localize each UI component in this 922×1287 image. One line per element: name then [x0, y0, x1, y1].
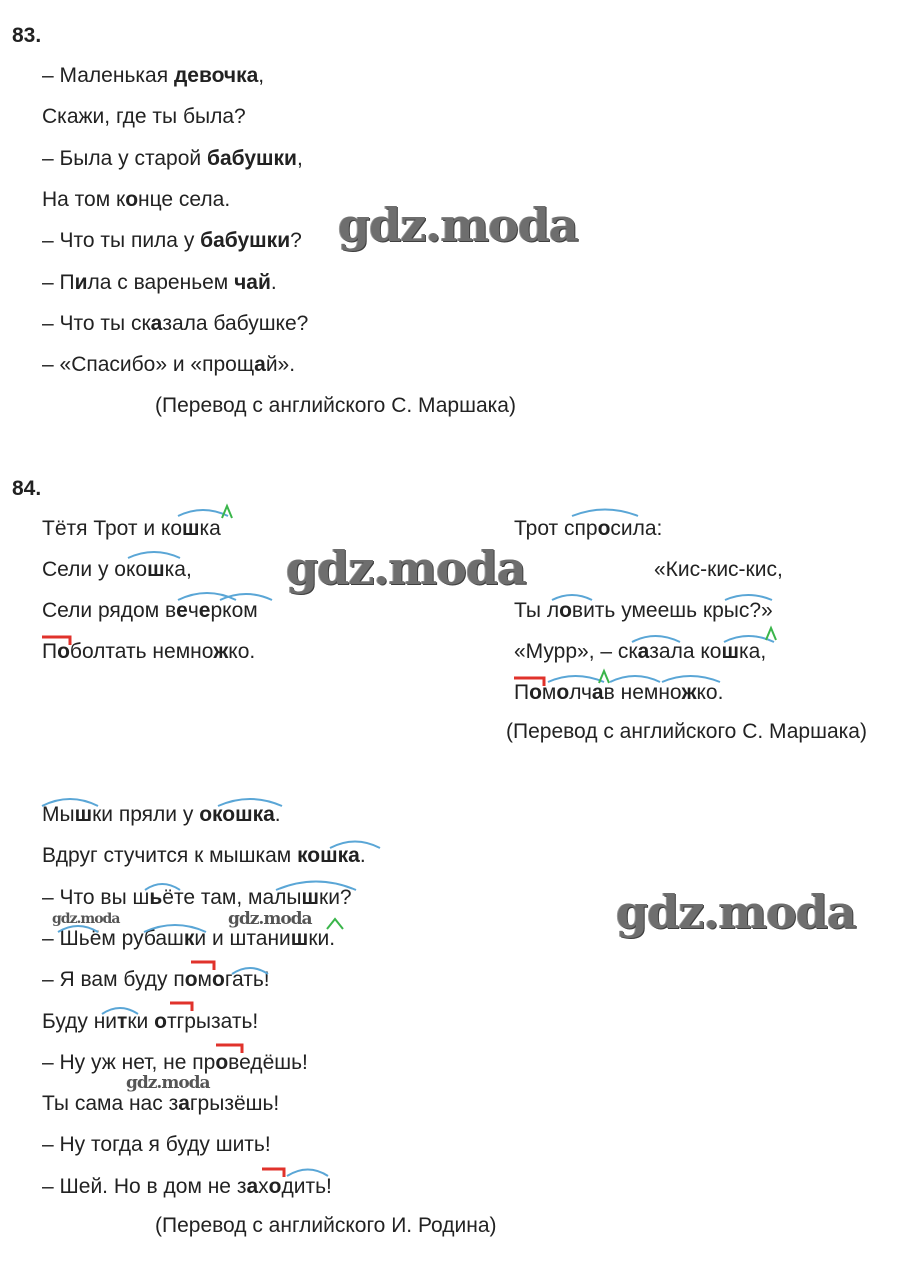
text-segment: Вдруг стучится к мышкам	[42, 844, 298, 868]
text-segment: тгрызать!	[166, 1009, 259, 1033]
emphasized-text: о	[57, 640, 70, 663]
text-segment: болтать немно	[69, 640, 214, 663]
exercise-83-number: 83.	[12, 24, 42, 47]
emphasized-text: о	[154, 1009, 167, 1033]
poem-line	[42, 1010, 258, 1034]
text-segment: П	[42, 640, 58, 663]
poem-line	[42, 229, 302, 253]
text-segment: зала бабушке?	[162, 311, 309, 335]
exercise-84-credit-1: (Перевод с английского С. Маршака)	[506, 720, 867, 743]
poem-line	[42, 1133, 271, 1157]
text-segment: ко.	[696, 681, 724, 704]
poem-line	[42, 886, 352, 910]
text-segment: На том к	[42, 187, 126, 211]
text-segment: – Ну тогда я буду шить!	[42, 1133, 271, 1157]
emphasized-text: к	[183, 926, 195, 950]
text-segment: Тётя Трот и ко	[42, 517, 182, 540]
text-segment: Ты сама нас з	[42, 1092, 179, 1116]
poem-line	[42, 558, 192, 582]
text-segment: ка,	[164, 558, 192, 581]
emphasized-text: а	[637, 640, 650, 663]
poem-line	[42, 844, 366, 868]
text-segment: – Шьём рубаш	[42, 926, 184, 950]
watermark-small-2: gdz.moda	[228, 909, 312, 929]
text-segment: грызёшь!	[189, 1092, 280, 1116]
caret-mark	[222, 506, 232, 518]
text-segment: ко.	[228, 640, 256, 663]
text-segment: м	[197, 968, 212, 992]
text-segment: «Кис-кис-кис,	[654, 558, 783, 581]
emphasized-text: е	[176, 599, 188, 622]
text-segment: – Была у старой	[42, 146, 207, 170]
emphasized-text: о	[556, 681, 570, 704]
poem-line	[42, 640, 255, 664]
text-segment: – Что ты ск	[42, 311, 151, 335]
emphasized-text: а	[150, 311, 163, 335]
poem-line	[42, 927, 335, 951]
arc-mark	[178, 510, 228, 516]
text-segment: .	[274, 803, 281, 826]
text-segment: – П	[42, 270, 75, 294]
text-segment: Трот спр	[514, 517, 598, 540]
poem-line	[42, 312, 308, 336]
text-segment: – Что ты пила у	[42, 229, 201, 253]
poem-line	[514, 517, 662, 541]
poem-line	[42, 517, 221, 541]
text-segment: ка	[199, 517, 221, 540]
poem-line	[42, 188, 230, 212]
text-segment: ки пряли у	[92, 803, 200, 826]
text-segment: сила:	[610, 517, 663, 540]
text-segment: Сели у око	[42, 558, 148, 581]
emphasized-text: о	[125, 187, 139, 211]
emphasized-text: ш	[147, 558, 165, 581]
text-segment: П	[514, 681, 530, 704]
text-segment: ?	[290, 229, 302, 253]
text-segment: й».	[265, 353, 296, 377]
emphasized-text: а	[254, 353, 266, 377]
emphasized-text: ж	[681, 681, 697, 704]
watermark-3: gdz.moda	[616, 885, 856, 939]
poem-line	[42, 147, 303, 171]
emphasized-text: чай	[234, 270, 271, 294]
text-segment: Ты л	[514, 599, 560, 622]
emphasized-text: а	[246, 1174, 259, 1198]
arc-mark	[572, 510, 638, 517]
emphasized-text: о	[597, 517, 611, 540]
emphasized-text: а	[178, 1092, 190, 1116]
poem-line	[42, 353, 295, 377]
text-segment: ки?	[319, 885, 352, 909]
emphasized-text: о	[184, 968, 198, 992]
text-segment: .	[359, 844, 366, 868]
text-segment: – Ну уж нет, не пр	[42, 1050, 216, 1074]
emphasized-text: бабушки	[206, 146, 297, 170]
watermark-1: gdz.moda	[338, 198, 578, 252]
emphasized-text: а	[591, 681, 604, 704]
text-segment: зала ко	[649, 640, 722, 663]
emphasized-text: ш	[182, 517, 200, 540]
text-segment: х	[258, 1174, 269, 1198]
exercise-84-number: 84.	[12, 477, 42, 500]
watermark-small-1: gdz.moda	[52, 911, 120, 927]
emphasized-text: о	[529, 681, 542, 704]
poem-line	[42, 105, 246, 129]
emphasized-text: бабушки	[200, 229, 291, 253]
text-segment: «Мурр», – ск	[514, 640, 638, 663]
poem-line	[42, 968, 270, 992]
emphasized-text: ш	[290, 926, 309, 950]
emphasized-text: о	[559, 599, 572, 622]
emphasized-text: ж	[213, 640, 229, 663]
text-segment: м	[541, 681, 557, 704]
caret-mark	[766, 628, 776, 640]
text-segment: Буду ни	[42, 1009, 118, 1033]
emphasized-text: ь	[149, 885, 163, 909]
emphasized-text: о	[215, 1050, 229, 1074]
text-segment: лч	[569, 681, 592, 704]
exercise-84-credit-2: (Перевод с английского И. Родина)	[155, 1214, 497, 1237]
poem-line	[654, 558, 783, 582]
poem-line	[42, 64, 264, 88]
poem-line	[42, 1175, 332, 1199]
text-segment: – Я вам буду п	[42, 968, 185, 992]
text-segment: – Что вы ш	[42, 885, 150, 909]
text-segment: – Маленькая	[42, 64, 174, 87]
emphasized-text: девочка	[173, 64, 259, 87]
text-segment: в немно	[603, 681, 682, 704]
emphasized-text: окошка	[199, 803, 275, 826]
text-segment: Сели рядом в	[42, 599, 177, 622]
poem-line	[42, 803, 281, 827]
emphasized-text: и	[74, 270, 88, 294]
poem-line	[514, 640, 766, 664]
emphasized-text: ш	[74, 803, 93, 826]
emphasized-text: о	[268, 1174, 282, 1198]
watermark-small-3: gdz.moda	[126, 1073, 210, 1093]
poem-line	[514, 599, 773, 623]
text-segment: ла с вареньем	[87, 270, 235, 294]
poem-line	[42, 271, 277, 295]
text-segment: дить!	[281, 1174, 332, 1198]
text-segment: ка,	[738, 640, 767, 663]
emphasized-text: кошка	[297, 844, 360, 868]
poem-line	[42, 599, 258, 623]
text-segment: ведёшь!	[228, 1050, 308, 1074]
text-segment: Мы	[42, 803, 75, 826]
watermark-2: gdz.moda	[286, 541, 526, 595]
poem-line	[42, 1051, 308, 1075]
emphasized-text: о	[211, 968, 225, 992]
text-segment: Скажи, где ты была?	[42, 105, 246, 129]
text-segment: ч	[187, 599, 199, 622]
emphasized-text: е	[198, 599, 211, 622]
emphasized-text: ш	[301, 885, 319, 909]
emphasized-text: ш	[721, 640, 739, 663]
text-segment: и и штани	[194, 926, 291, 950]
text-segment: – Шей. Но в дом не з	[42, 1174, 247, 1198]
text-segment: .	[270, 270, 277, 294]
text-segment: ки	[127, 1009, 155, 1033]
text-segment: ки.	[308, 926, 336, 950]
emphasized-text: т	[117, 1009, 128, 1033]
poem-line	[42, 1092, 279, 1116]
text-segment: – «Спасибо» и «прощ	[42, 353, 255, 377]
text-segment: ,	[258, 64, 265, 87]
text-segment: вить умеешь крыс?»	[571, 599, 773, 622]
exercise-83-credit: (Перевод с английского С. Маршака)	[155, 394, 516, 417]
text-segment: ёте там, малы	[162, 885, 302, 909]
text-segment: нце села.	[138, 187, 231, 211]
text-segment: гать!	[224, 968, 270, 992]
text-segment: рком	[210, 599, 258, 622]
poem-line	[514, 681, 723, 705]
text-segment: ,	[296, 146, 303, 170]
